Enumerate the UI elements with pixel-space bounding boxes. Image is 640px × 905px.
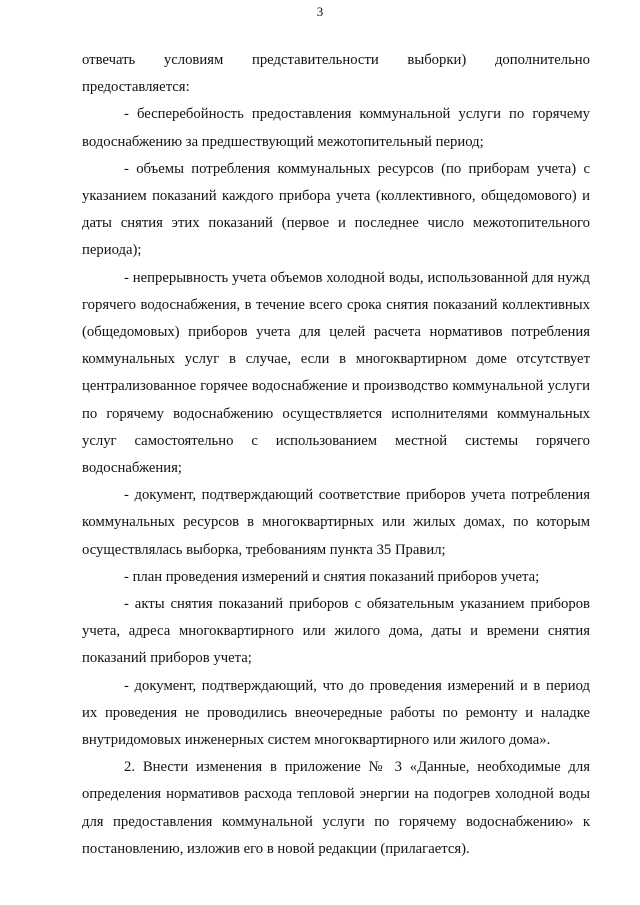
paragraph-continuation: отвечать условиям представительности выборки) дополнительно предоставляется: <box>82 52 590 96</box>
list-item-consumption-volumes: - объемы потребления коммунальных ресурсов (по приборам учета) с указанием показаний каждого прибора учета (коллективного, общедомового) и даты снятия этих показаний (первое и последнее число межотопительного периода); <box>82 160 590 259</box>
list-item-reading-acts: - акты снятия показаний приборов с обязательным указанием приборов учета, адреса многоквартирного или жилого дома, даты и времени снятия показаний приборов учета; <box>82 596 590 667</box>
list-item-meter-compliance-document: - документ, подтверждающий соответствие приборов учета потребления коммунальных ресурсов в многоквартирных или жилых домах, по которым осуществлялась выборка, требованиям пункта 35 Правил; <box>82 487 590 558</box>
document-body <box>82 47 590 863</box>
list-item-no-repairs-document: - документ, подтверждающий, что до проведения измерений и в период их проведения не проводились внеочередные работы по ремонту и наладке внутридомовых инженерных систем многоквартирного или жилого дома». <box>82 677 590 749</box>
list-item-measurement-plan: - план проведения измерений и снятия показаний приборов учета; <box>124 568 540 585</box>
page-number: 3 <box>316 4 324 19</box>
list-item-cold-water-metering: - непрерывность учета объемов холодной воды, использованной для нужд горячего водоснабжения, в течение всего срока снятия показаний коллективных (общедомовых) приборов учета для целей расчета нормативов потребления коммунальных услуг в случае, если в многоквартирном доме отсутствует централизованное горячее водоснабжение и производство коммунальной услуги по горячему водоснабжению осуществляется исполнителями коммунальных услуг самостоятельно с использованием местной системы горячего водоснабжения; <box>82 269 590 477</box>
paragraph-item-2: 2. Внести изменения в приложение № 3 «Данные, необходимые для определения нормативов расхода тепловой энергии на подогрев холодной воды для предоставления коммунальной услуги по горячему водоснабжению» к постановлению, изложив его в новой редакции (прилагается). <box>82 759 590 857</box>
list-item-uninterrupted-supply: - бесперебойность предоставления коммунальной услуги по горячему водоснабжению за предшествующий межотопительный период; <box>82 106 590 150</box>
